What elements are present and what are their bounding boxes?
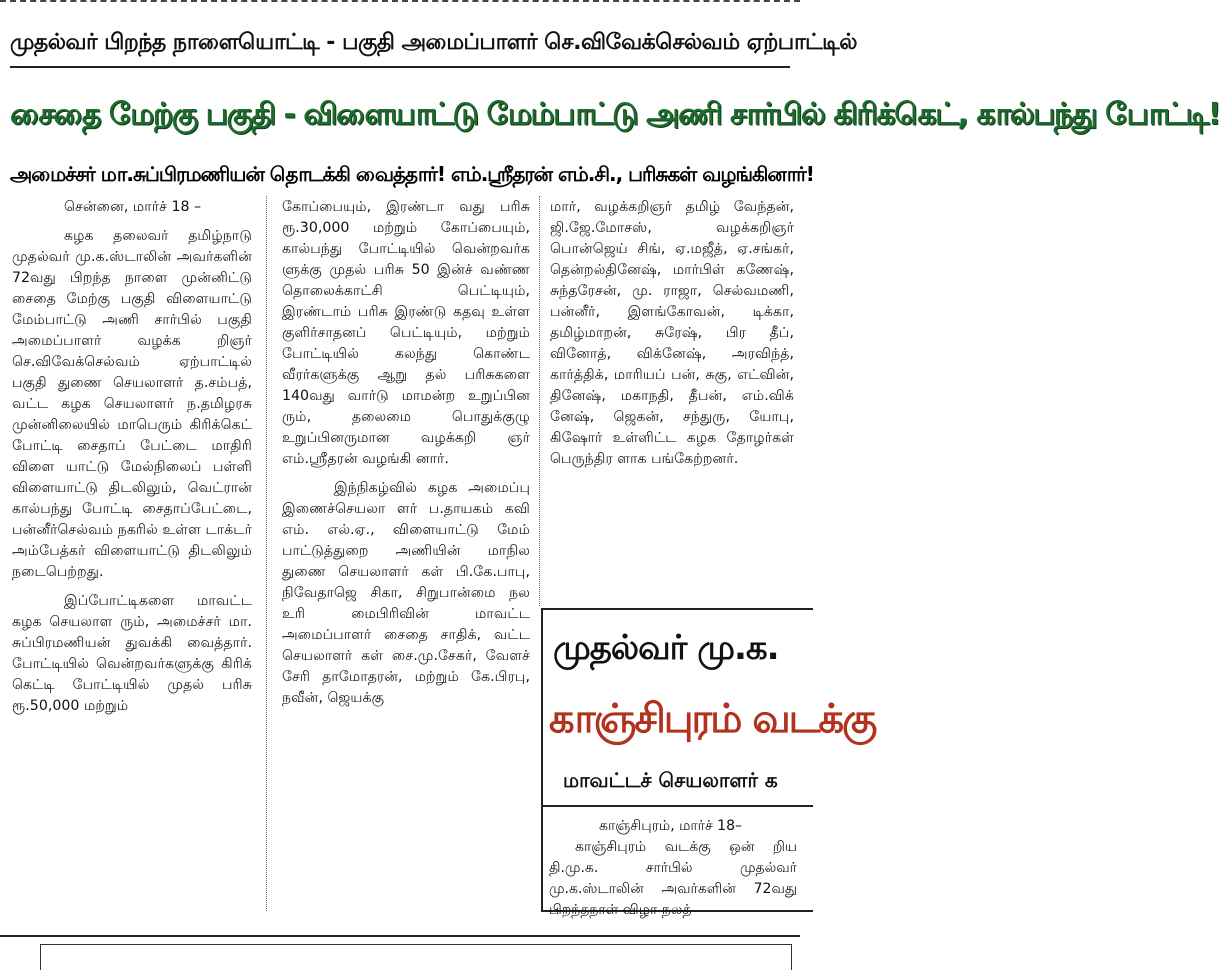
- sidebar-story-body: [549, 816, 797, 921]
- sidebar-story-divider: [543, 805, 813, 807]
- sidebar-story-title: முதல்வர் மு.க.: [553, 628, 779, 668]
- sidebar-story-headline: காஞ்சிபுரம் வடக்கு: [549, 696, 876, 742]
- article-paragraph: மார், வழக்கறிஞர் தமிழ் வேந்தன், ஜி.ஜே.மோசஸ், வழக்கறிஞர் பொன்ஜெய் சிங், ஏ.மஜீத், ஏ.சங்கர், தென்றல்தினேஷ், மார்பிள் கணேஷ், சுந்தரேசன், மு. ராஜா, செல்வமணி, பன்னீர், இளங்கோவன், டிக்கா, தமிழ்மாறன், சுரேஷ், பிர தீப், வினோத், விக்னேஷ், அரவிந்த், கார்த்திக், மாரியப் பன், சுகு, எட்வின், தினேஷ், மகாநதி, தீபன், எம்.விக் னேஷ், ஜெகன், சந்துரு, யோபு, கிஷோர் உள்ளிட்ட கழக தோழர்கள் பெருந்திர ளாக பங்கேற்றனர்.: [550, 199, 794, 467]
- article-column-1: [12, 197, 252, 717]
- sidebar-story-paragraph: காஞ்சிபுரம் வடக்கு ஒன் றிய தி.மு.க. சார்பில் முதல்வர் மு.க.ஸ்டாலின் அவர்களின் 72வது பிறந்தநாள் விழா நலத்: [549, 839, 797, 918]
- next-story-frame: [40, 944, 792, 970]
- sidebar-story-subheadline: மாவட்டச் செயலாளர் க: [563, 768, 778, 792]
- article-headline: சைதை மேற்கு பகுதி - விளையாட்டு மேம்பாட்டு அணி சார்பில் கிரிக்கெட், கால்பந்து போட்டி!: [10, 97, 1220, 132]
- column-separator: [266, 196, 267, 911]
- article-column-2: [282, 197, 530, 709]
- article-column-3: [550, 197, 794, 470]
- kicker-divider: [10, 66, 790, 68]
- bottom-divider: [0, 935, 800, 937]
- article-paragraph: இந்நிகழ்வில் கழக அமைப்பு இணைச்செயலா ளர் ப.தாயகம் கவி எம். எல்.ஏ., விளையாட்டு மேம் பாட்டுத்துறை அணியின் மாநில துணை செயலாளர் கள் பி.கே.பாபு, நிவேதாஜெ சிகா, சிறுபான்மை நல உரி மைபிரிவின் மாவட்ட அமைப்பாளர் சைதை சாதிக், வட்ட செயலாளர் கள் சை.மு.சேகர், வேளச் சேரி தாமோதரன், மற்றும் கே.பிரபு, நவீன், ஜெயக்கு: [282, 480, 530, 706]
- column-separator: [539, 196, 540, 606]
- top-border: [0, 0, 800, 8]
- article-dateline: சென்னை, மார்ச் 18 –: [64, 199, 202, 215]
- sidebar-story-dateline: காஞ்சிபுரம், மார்ச் 18–: [599, 818, 743, 834]
- article-subheadline: அமைச்சர் மா.சுப்பிரமணியன் தொடக்கி வைத்தார்! எம்.ஸ்ரீதரன் எம்.சி., பரிசுகள் வழங்கினார்!: [10, 162, 814, 186]
- article-paragraph: கழக தலைவர் தமிழ்நாடு முதல்வர் மு.க.ஸ்டாலின் அவர்களின் 72வது பிறந்த நாளை முன்னிட்டு சைதை மேற்கு பகுதி விளையாட்டு மேம்பாட்டு அணி சார்பில் பகுதி அமைப்பாளர் வழக்க றிஞர் செ.விவேக்செல்வம் ஏற்பாட்டில் பகுதி துணை செயலாளர் த.சம்பத், வட்ட கழக செயலாளர் ந.தமிழரசு முன்னிலையில் மாபெரும் கிரிக்கெட் போட்டி சைதாப் பேட்டை மாதிரி விளை யாட்டு மேல்நிலைப் பள்ளி விளையாட்டு திடலிலும், வெட்ரான் கால்பந்து போட்டி சைதாப்பேட்டை, பன்னீர்செல்வம் நகரில் உள்ள டாக்டர் அம்பேத்கர் விளையாட்டு திடலிலும் நடைபெற்றது.: [12, 228, 252, 580]
- article-paragraph: இப்போட்டிகளை மாவட்ட கழக செயலாள ரும், அமைச்சர் மா. சுப்பிரமணியன் துவக்கி வைத்தார். போட்டியில் வென்றவர்களுக்கு கிரிக் கெட்டி போட்டியில் முதல் பரிசு ரூ.50,000 மற்றும்: [12, 593, 252, 714]
- sidebar-story: [541, 608, 876, 918]
- article-kicker: முதல்வர் பிறந்த நாளையொட்டி - பகுதி அமைப்பாளர் செ.விவேக்செல்வம் ஏற்பாட்டில்: [10, 30, 857, 55]
- article-paragraph: கோப்பையும், இரண்டா வது பரிசு ரூ.30,000 மற்றும் கோப்பையும், கால்பந்து போட்டியில் வென்றவர்க ளுக்கு முதல் பரிசு 50 இன்ச் வண்ண தொலைக்காட்சி பெட்டியும், இரண்டாம் பரிசு இரண்டு கதவு உள்ள குளிர்சாதனப் பெட்டியும், மற்றும் போட்டியில் கலந்து கொண்ட வீரர்களுக்கு ஆறு தல் பரிசுகளை 140வது வார்டு மாமன்ற உறுப்பின ரும், தலைமை பொதுக்குழு உறுப்பினருமான வழக்கறி ஞர் எம்.ஸ்ரீதரன் வழங்கி னார்.: [282, 199, 530, 467]
